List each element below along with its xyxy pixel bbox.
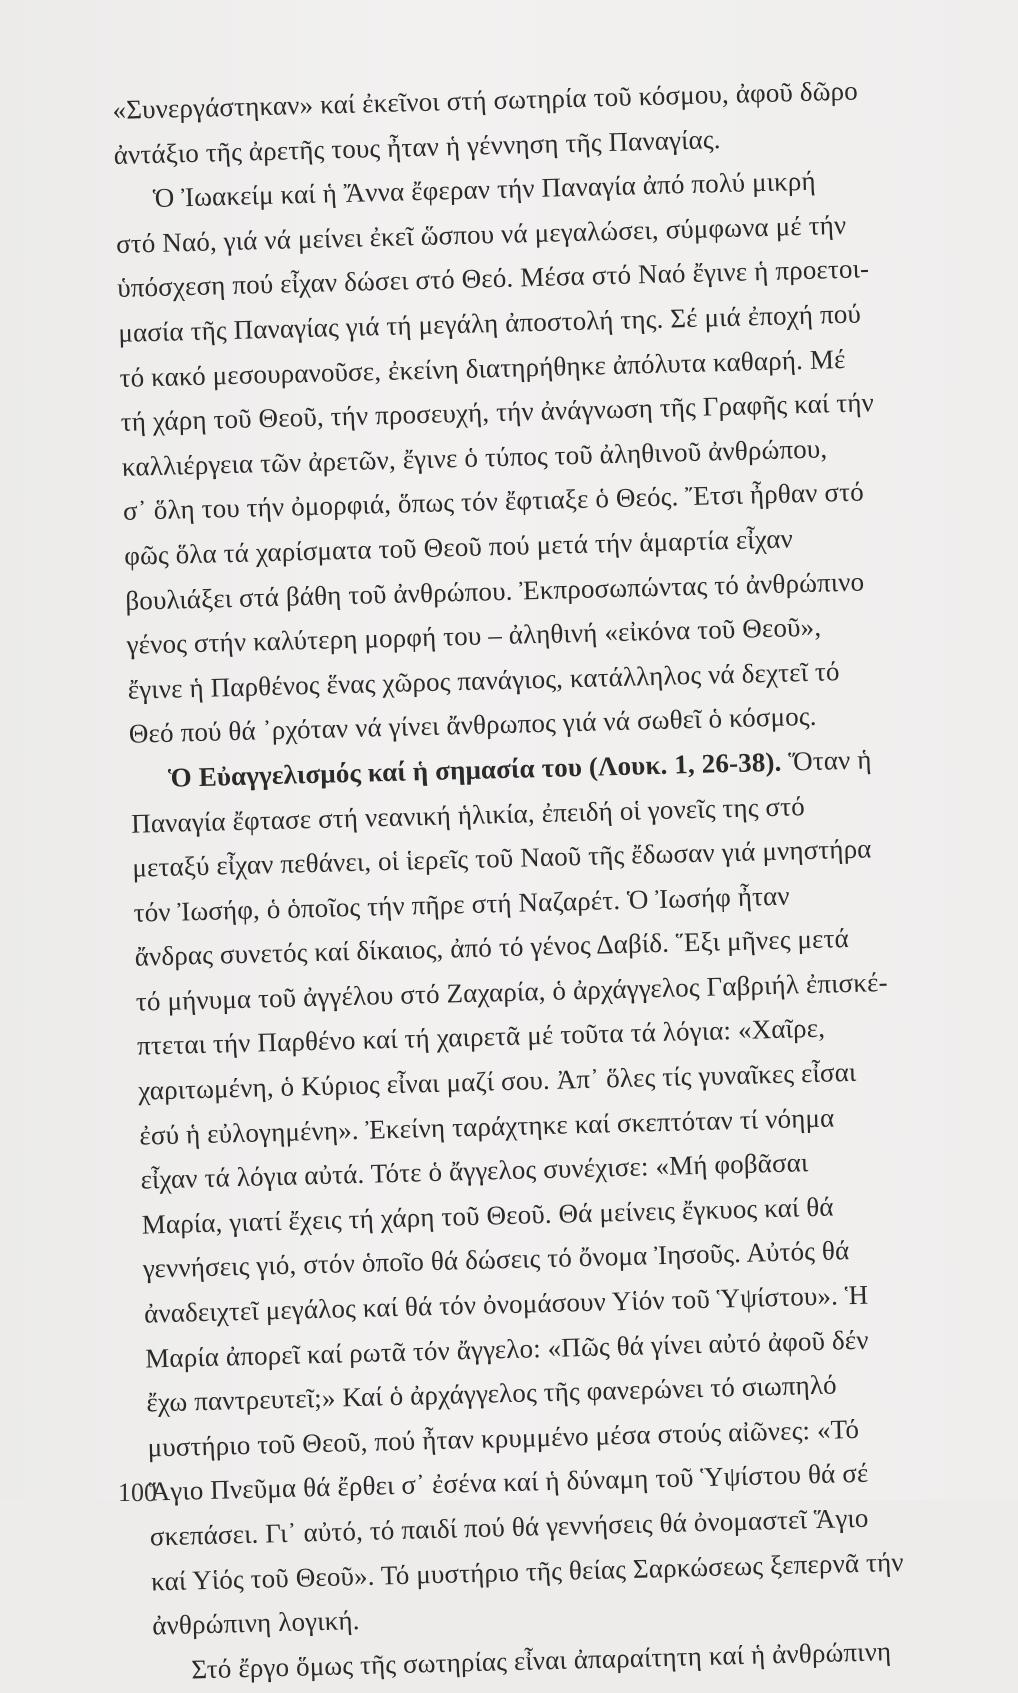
line-text: ὑπόσχεση πού εἶχαν δώσει στό Θεό. Μέσα στό Ναό ἔγινε ἡ προετοι-	[116, 253, 870, 304]
line-text: τό μήνυμα τοῦ ἀγγέλου στό Ζαχαρία, ὁ ἀρχάγγελος Γαβριήλ ἐπισκέ-	[135, 966, 888, 1017]
line-text: πτεται τήν Παρθένο καί τή χαιρετᾶ μέ τοῦτα τά λόγια: «Χαῖρε,	[136, 1013, 826, 1062]
line-text: «Συνεργάστηκαν» καί ἐκεῖνοι στή σωτηρία τοῦ κόσμου, ἀφοῦ δῶρο	[112, 75, 859, 125]
line-text: χαριτωμένη, ὁ Κύριος εἶναι μαζί σου. Ἀπ᾿ ὅλες τίς γυναῖκες εἶσαι	[137, 1056, 857, 1106]
line-text: ἀνθρώπινη λογική.	[151, 1605, 360, 1641]
line-text: ἔγινε ἡ Παρθένος ἕνας χῶρος πανάγιος, κατάλληλος νά δεχτεῖ τό	[127, 655, 840, 705]
line-text: καλλιέργεια τῶν ἀρετῶν, ἔγινε ὁ τύπος τοῦ ἀληθινοῦ ἀνθρώπου,	[121, 433, 828, 482]
line-text: τή χάρη τοῦ Θεοῦ, τήν προσευχή, τήν ἀνάγνωση τῆς Γραφῆς καί τήν	[120, 387, 875, 438]
line-text: Θεό πού θά ᾿ρχόταν νά γίνει ἄνθρωπος γιά νά σωθεῖ ὁ κόσμος.	[128, 701, 817, 750]
line-text: βουλιάξει στά βάθη τοῦ ἀνθρώπου. Ἐκπροσωπώντας τό ἀνθρώπινο	[125, 566, 865, 616]
line-text: μεταξύ εἶχαν πεθάνει, οἱ ἱερεῖς τοῦ Ναοῦ τῆς ἔδωσαν γιά μνηστήρα	[132, 833, 872, 883]
line-text: ἄνδρας συνετός καί δίκαιος, ἀπό τό γένος Δαβίδ. Ἕξι μῆνες μετά	[134, 923, 850, 972]
line-text: σ᾿ ὅλη του τήν ὀμορφιά, ὅπως τόν ἔφτιαξε ὁ Θεός. Ἔτσι ἦρθαν στό	[122, 476, 865, 527]
line-text: ἀναδειχτεῖ μεγάλος καί θά τόν ὀνομάσουν Υἱόν τοῦ Ὑψίστου». Ἡ	[143, 1279, 869, 1329]
line-text: Παναγία ἔφτασε στή νεανική ἡλικία, ἐπειδή οἱ γονεῖς της στό	[130, 790, 806, 839]
line-text: μασία τῆς Παναγίας γιά τή μεγάλη ἀποστολή της. Σέ μιά ἐποχή πού	[118, 298, 862, 348]
line-text: γεννήσεις γιό, στόν ὁποῖο θά δώσεις τό ὄνομα Ἰησοῦς. Αὐτός θά	[142, 1235, 850, 1285]
line-text: στό Ναό, γιά νά μείνει ἐκεῖ ὥσπου νά μεγαλώσει, σύμφωνα μέ τήν	[115, 209, 847, 259]
body-text	[112, 65, 1018, 1693]
line-text: σκεπάσει. Γι᾿ αὐτό, τό παιδί πού θά γεννήσεις θά ὀνομαστεῖ Ἅγιο	[149, 1502, 869, 1552]
line-text: Ἅγιο Πνεῦμα θά ἔρθει σ᾿ ἐσένα καί ἡ δύναμη τοῦ Ὑψίστου θά σέ	[148, 1458, 869, 1507]
line-text: Μαρία ἀπορεῖ καί ρωτᾶ τόν ἄγγελο: «Πῶς θά γίνει αὐτό ἀφοῦ δέν	[144, 1324, 870, 1374]
line-text: γένος στήν καλύτερη μορφή του – ἀληθινή «εἰκόνα τοῦ Θεοῦ»,	[126, 611, 822, 660]
line-text: καί Υἱός τοῦ Θεοῦ». Τό μυστήριο τῆς θείας Σαρκώσεως ξεπερνᾶ τήν	[150, 1546, 905, 1597]
line-text: Ὁ Ἰωακείμ καί ἡ Ἄννα ἔφεραν τήν Παναγία ἀπό πολύ μικρή	[152, 165, 817, 214]
section-heading: Ὁ Εὐαγγελισμός καί ἡ σημασία του (Λουκ. 1, 26-38).	[167, 746, 782, 793]
line-text: εἶχαν τά λόγια αὐτά. Τότε ὁ ἄγγελος συνέχισε: «Μή φοβᾶσαι	[140, 1147, 809, 1195]
line-text: ἐσύ ἡ εὐλογημένη». Ἐκείνη ταράχτηκε καί σκεπτόταν τί νόημα	[139, 1102, 835, 1151]
line-text: φῶς ὅλα τά χαρίσματα τοῦ Θεοῦ πού μετά τήν ἁμαρτία εἶχαν	[123, 523, 794, 571]
line-text: ἀντάξιο τῆς ἀρετῆς τους ἦταν ἡ γέννηση τῆς Παναγίας.	[113, 123, 721, 170]
line-text: ἔχω παντρευτεῖ;» Καί ὁ ἀρχάγγελος τῆς φανερώνει τό σιωπηλό	[146, 1369, 838, 1418]
page-number: 100	[118, 1478, 157, 1507]
line-text: τό κακό μεσουρανοῦσε, ἐκείνη διατηρήθηκε ἀπόλυτα καθαρή. Μέ	[119, 343, 846, 393]
line-text: Ὅταν ἡ	[781, 744, 872, 777]
line-text: μυστήριο τοῦ Θεοῦ, πού ἦταν κρυμμένο μέσα στούς αἰῶνες: «Τό	[147, 1413, 860, 1463]
line-text: Μαρία, γιατί ἔχεις τή χάρη τοῦ Θεοῦ. Θά μείνεις ἔγκυος καί θά	[141, 1191, 834, 1240]
line-text: Στό ἔργο ὅμως τῆς σωτηρίας εἶναι ἀπαραίτητη καί ἡ ἀνθρώπινη	[191, 1635, 892, 1685]
line-text: τόν Ἰωσήφ, ὁ ὁποῖος τήν πῆρε στή Ναζαρέτ. Ὁ Ἰωσήφ ἦταν	[133, 880, 791, 928]
